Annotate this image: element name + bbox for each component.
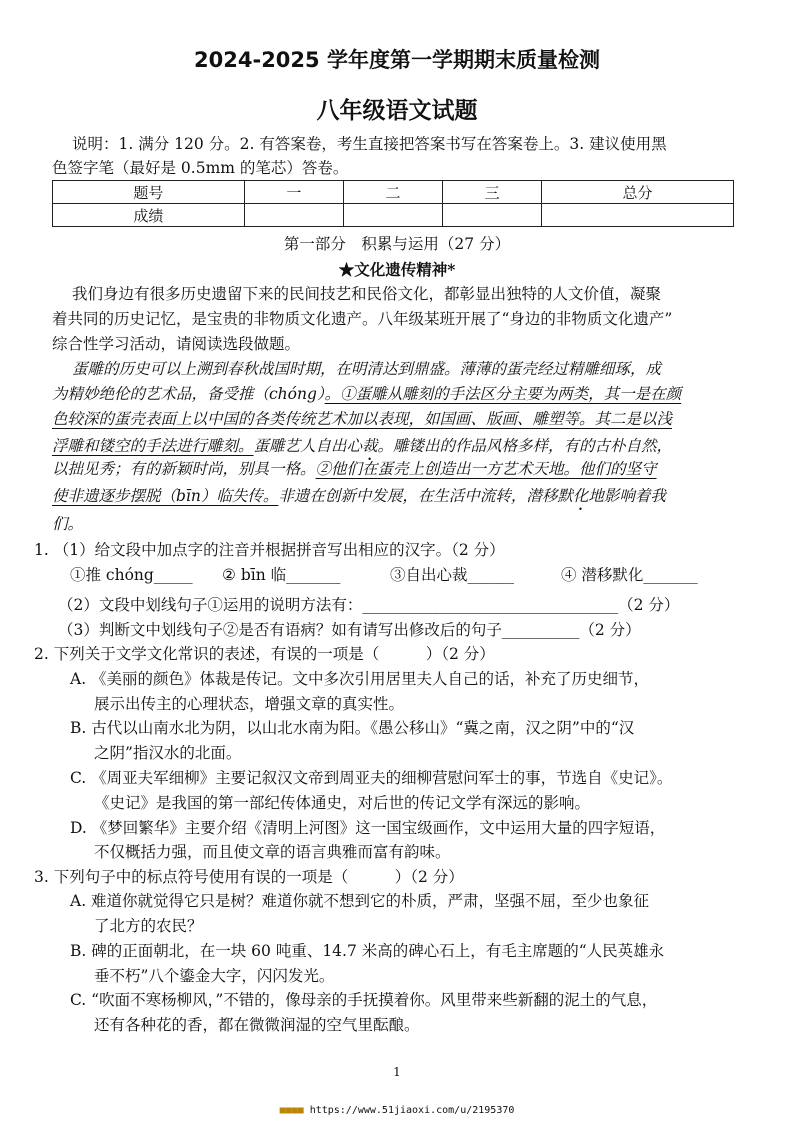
- q3-option-a-cont: 了北方的农民？: [94, 917, 203, 935]
- section-heading: ★文化遗传精神*: [338, 260, 456, 279]
- q2-option-a: A. 《美丽的颜色》体裁是传记。文中多次引用居里夫人自己的话，补充了历史细节，: [70, 670, 650, 688]
- passage-line: [52, 462, 657, 478]
- q3-option-b-cont: 垂不朽”八个鎏金大字，闪闪发光。: [94, 967, 335, 985]
- q2-option-a-cont: 展示出传主的心理状态，增强文章的真实性。: [94, 695, 405, 713]
- q3-stem: 3. 下列句子中的标点符号使用有误的一项是（ ）（2 分）: [34, 868, 464, 886]
- underlined-sentence-1-cont: 色较深的蛋壳表面上以中国的各类传统艺术加以表现，如国画、版画、雕塑等。其二是以浅: [52, 410, 673, 428]
- underlined-sentence-1: 。①蛋雕从雕刻的手法区分主要为两类，其一是在颜: [324, 385, 682, 403]
- score-table-score-row: [53, 204, 734, 227]
- score-header-cell: 二: [343, 181, 442, 204]
- passage-text: 为精妙绝伦的艺术品，备受推（chóng）: [52, 385, 325, 403]
- q3-option-c: C. “吹面不寒杨柳风，”不错的，像母亲的手抚摸着你。风里带来些新翻的泥土的气息，: [70, 991, 658, 1009]
- passage-text: 蛋雕艺人自出心: [253, 437, 363, 455]
- exam-title: 2024-2025 学年度第一学期期末质量检测: [194, 48, 600, 72]
- score-table: [52, 180, 734, 227]
- q1-sub2: （2）文段中划线句子①运用的说明方法有：_________________________________（2 分）: [58, 596, 680, 614]
- instructions-line-2: 色签字笔（最好是 0.5mm 的笔芯）答卷。: [52, 159, 349, 177]
- passage-text: 非遗在创新中发展，在生活中流转，潜移默: [278, 487, 573, 505]
- passage-line: 们。: [52, 515, 84, 533]
- passage-line: [52, 387, 681, 403]
- q1-item-2: ② bīn 临_______: [222, 566, 341, 584]
- q1-item-4: ④ 潜移默化_______: [561, 566, 698, 584]
- instructions-line-1: 说明：1. 满分 120 分。2. 有答案卷，考生直接把答案书写在答案卷上。3. 建议使用黑: [72, 135, 667, 153]
- exam-subtitle: 八年级语文试题: [316, 97, 478, 124]
- underlined-sentence-1-end: 浮雕和镂空的手法进行雕刻。: [52, 437, 254, 455]
- q1-item-1: ①推 chóng_____: [70, 566, 193, 584]
- score-entry-cell[interactable]: [244, 204, 343, 227]
- q2-option-d: D. 《梦回繁华》主要介绍《清明上河图》这一国宝级画作，文中运用大量的四字短语，: [70, 819, 666, 837]
- section-title: 第一部分 积累与运用（27 分）: [283, 235, 511, 253]
- score-header-cell: 题号: [53, 181, 245, 204]
- q2-option-d-cont: 不仅概括力强，而且使文章的语言典雅而富有韵味。: [94, 843, 451, 861]
- q2-option-b-cont: 之阴”指汉水的北面。: [94, 744, 242, 762]
- score-row-label: 成绩: [53, 204, 245, 227]
- intro-line: 我们身边有很多历史遗留下来的民间技艺和民俗文化，都彰显出独特的人文价值，凝聚: [72, 285, 662, 303]
- passage-line: [52, 487, 666, 514]
- passage-text: 地影响着我: [588, 487, 666, 505]
- q2-option-b: B. 古代以山南水北为阴，以山北水南为阳。《愚公移山》“冀之南，汉之阴”中的“汉: [70, 719, 635, 737]
- q2-option-c: C. 《周亚夫军细柳》主要记叙汉文帝到周亚夫的细柳营慰问军士的事，节选自《史记》。: [70, 769, 673, 787]
- q3-option-a: A. 难道你就觉得它只是树？难道你就不想到它的朴质，严肃，坚强不屈，至少也象征: [70, 892, 650, 910]
- q1-stem: 1. （1）给文段中加点字的注音并根据拼音写出相应的汉字。（2 分）: [34, 541, 505, 559]
- score-entry-cell[interactable]: [542, 204, 734, 227]
- score-entry-cell[interactable]: [443, 204, 542, 227]
- passage-text: 以拙见秀；有的新颖时尚，别具一格。: [52, 460, 316, 478]
- q3-option-c-cont: 还有各种花的香，都在微微润湿的空气里酝酿。: [94, 1016, 420, 1034]
- score-header-cell: 一: [244, 181, 343, 204]
- page-number: 1: [393, 1065, 401, 1079]
- underlined-sentence-2: ②他们在蛋壳上创造出一方艺术天地。他们的坚守: [315, 460, 657, 478]
- passage-line: 蛋雕的历史可以上溯到春秋战国时期，在明清达到鼎盛。薄薄的蛋壳经过精雕细琢，成: [72, 360, 662, 378]
- q2-stem: 2. 下列关于文学文化常识的表述，有误的一项是（ ）（2 分）: [34, 645, 495, 663]
- score-table-header-row: [53, 181, 734, 204]
- dotted-char-cai: 裁: [362, 437, 378, 455]
- footer-logo: ■■■■: [279, 1105, 304, 1116]
- q1-item-3: ③自出心裁______: [390, 566, 515, 584]
- intro-line: 综合性学习活动，请阅读选段做题。: [52, 335, 301, 353]
- footer-watermark: [0, 1106, 794, 1116]
- passage-text: 。雕镂出的作品风格多样，有的古朴自然，: [377, 437, 673, 455]
- q1-sub3: （3）判断文中划线句子②是否有语病？如有请写出修改后的句子__________（2 分）: [58, 621, 641, 639]
- footer-url-link[interactable]: https://www.51jiaoxi.com/u/2195370: [309, 1105, 515, 1116]
- score-header-cell: 总分: [542, 181, 734, 204]
- score-entry-cell[interactable]: [343, 204, 442, 227]
- score-header-cell: 三: [443, 181, 542, 204]
- q2-option-c-cont: 《史记》是我国的第一部纪传体通史，对后世的传记文学有深远的影响。: [94, 794, 591, 812]
- q3-option-b: B. 碑的正面朝北，在一块 60 吨重、14.7 米高的碑心石上，有毛主席题的“人民英雄永: [70, 942, 665, 960]
- intro-line: 着共同的历史记忆，是宝贵的非物质文化遗产。八年级某班开展了“身边的非物质文化遗产”: [52, 310, 673, 328]
- dotted-char-hua: 化: [572, 487, 589, 505]
- underlined-sentence-2-end: 使非遗逐步摆脱（bīn）临失传。: [52, 487, 279, 505]
